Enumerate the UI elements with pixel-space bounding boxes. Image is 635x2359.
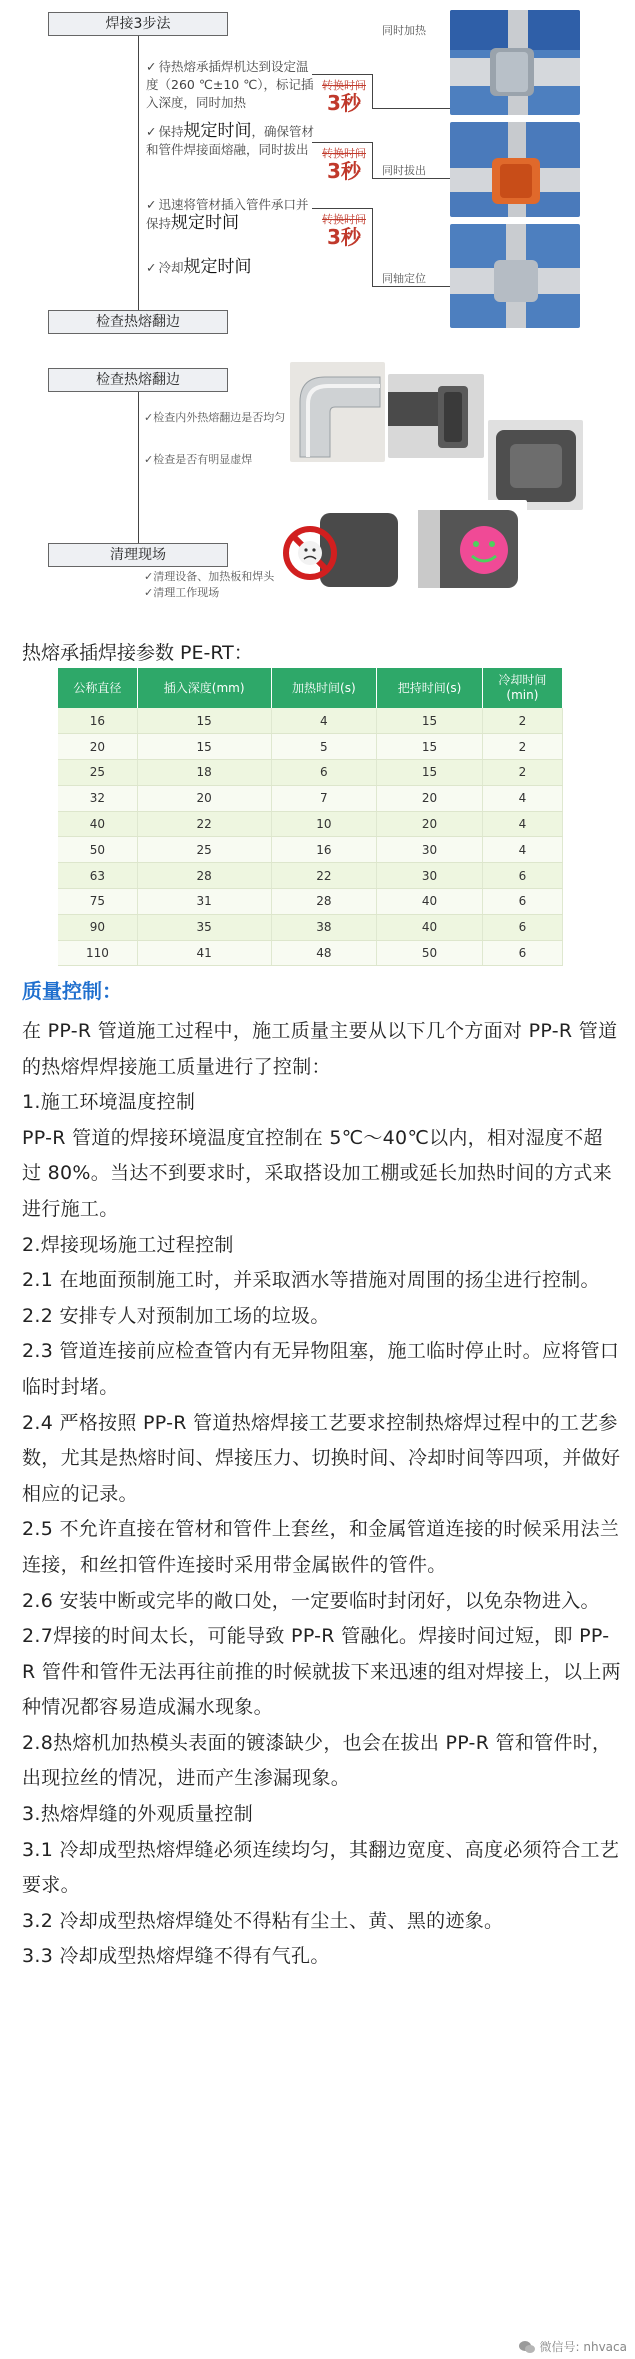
photo-aligning: [450, 224, 580, 328]
table-row: [58, 811, 563, 837]
table-row: [58, 785, 563, 811]
transfer-time-3: 转换时间 3秒: [322, 213, 366, 249]
photo-label-align: 同轴定位: [382, 272, 426, 285]
connector-1b: [372, 108, 450, 109]
table-cell: 90: [58, 914, 137, 940]
connector-1: [312, 74, 372, 75]
table-cell: 7: [271, 785, 377, 811]
col-heat-time: 加热时间(s): [271, 668, 377, 708]
step-insert: ✓ 迅速将管材插入管件承口并保持规定时间: [146, 197, 309, 233]
table-row: [58, 708, 563, 734]
transfer-time-2: 转换时间 3秒: [322, 147, 366, 183]
paragraph: 3.3 冷却成型热熔焊缝不得有气孔。: [22, 1945, 330, 1968]
table-cell: 35: [137, 914, 271, 940]
section-title: 质量控制：: [22, 979, 122, 1003]
pipe-pulling-image: [450, 122, 580, 217]
step-cool: ✓ 冷却规定时间: [146, 257, 252, 277]
paragraph: 2.焊接现场施工过程控制: [22, 1233, 234, 1256]
table-row: [58, 863, 563, 889]
table-row: [58, 760, 563, 786]
photo-good-joint: [412, 500, 527, 595]
connector-3: [312, 208, 372, 209]
paragraph: 2.4 严格按照 PP-R 管道热熔焊接工艺要求控制热熔焊过程中的工艺参数，尤其是热熔时间、焊接压力、切换时间、冷却时间等四项，并做好相应的记录。: [22, 1411, 621, 1505]
param-rows: [58, 708, 563, 966]
step-hold-pull: ✓ 保持规定时间，确保管材和管件焊接面熔融，同时拔出: [146, 121, 315, 157]
pipe-heating-image: [450, 10, 580, 115]
clean-note-2: ✓清理工作现场: [144, 586, 220, 599]
paragraph: 2.8热熔机加热模头表面的镀漆缺少，也会在拔出 PP-R 管和管件时，出现拉丝的情况，进而产生渗漏现象。: [22, 1731, 612, 1790]
connector-1v: [372, 74, 373, 108]
table-cell: 6: [482, 863, 562, 889]
params-title: 热熔承插焊接参数 PE-RT：: [22, 642, 253, 664]
bad-joint-image: [280, 505, 400, 595]
table-cell: 48: [271, 940, 377, 966]
table-cell: 5: [271, 734, 377, 760]
table-cell: 4: [482, 811, 562, 837]
table-cell: 16: [58, 708, 137, 734]
welding-flowchart: [0, 0, 635, 606]
flange-section-image: [488, 420, 583, 510]
elbow-image: [290, 362, 385, 462]
wechat-icon: [518, 2340, 536, 2354]
table-cell: 50: [377, 940, 483, 966]
table-cell: 6: [482, 940, 562, 966]
table-cell: 15: [137, 708, 271, 734]
table-cell: 2: [482, 734, 562, 760]
col-hold-time: 把持时间(s): [377, 668, 483, 708]
photo-label-heat: 同时加热: [382, 24, 426, 37]
table-cell: 32: [58, 785, 137, 811]
table-row: [58, 889, 563, 915]
paragraph: 3.2 冷却成型热熔焊缝处不得粘有尘土、黄、黑的迹象。: [22, 1909, 504, 1932]
paragraph: 2.5 不允许直接在管材和管件上套丝，和金属管道连接的时候采用法兰连接，和丝扣管件连接时采用带金属嵌件的管件。: [22, 1518, 620, 1576]
table-cell: 6: [482, 914, 562, 940]
paragraph: 3.热熔焊缝的外观质量控制: [22, 1803, 254, 1826]
param-table: [58, 668, 563, 966]
table-row: [58, 837, 563, 863]
paragraph: 2.7焊接的时间太长，可能导致 PP-R 管融化。焊接时间过短，即 PP-R 管件和管件无法再往前推的时候就拔下来迅速的组对焊接上，以上两种情况都容易造成漏水现象。: [22, 1625, 621, 1719]
table-cell: 4: [271, 708, 377, 734]
table-cell: 2: [482, 708, 562, 734]
col-cool-time: 冷却时间 (min): [482, 668, 562, 708]
pipe-align-image: [450, 224, 580, 328]
watermark-text: 微信号: nhvaca: [539, 2340, 627, 2354]
table-cell: 40: [377, 914, 483, 940]
connector-3v: [372, 208, 373, 286]
table-cell: 38: [271, 914, 377, 940]
table-row: [58, 940, 563, 966]
step-heat: ✓ 待热熔承插焊机达到设定温度（260 ℃±10 ℃），标记插入深度，同时加热: [146, 59, 314, 110]
photo-flange-section: [488, 420, 583, 510]
table-cell: 63: [58, 863, 137, 889]
paragraph: 1.施工环境温度控制: [22, 1091, 196, 1114]
connector-2: [312, 142, 372, 143]
table-cell: 6: [271, 760, 377, 786]
paragraph: PP-R 管道的焊接环境温度宜控制在 5℃～40℃以内，相对湿度不超过 80%。当达不到要求时，采取搭设加工棚或延长加热时间的方式来进行施工。: [22, 1126, 612, 1220]
check-note-2: ✓检查是否有明显虚焊: [144, 453, 253, 466]
table-cell: 15: [137, 734, 271, 760]
photo-label-pull: 同时拔出: [382, 164, 426, 177]
paragraph: 3.1 冷却成型热熔焊缝必须连续均匀，其翻边宽度、高度必须符合工艺要求。: [22, 1838, 620, 1897]
table-cell: 22: [137, 811, 271, 837]
flow-main-line: [138, 36, 139, 322]
photo-flange-pipe: [388, 374, 484, 458]
table-cell: 31: [137, 889, 271, 915]
check-note-1: ✓检查内外热熔翻边是否均匀: [144, 411, 286, 424]
table-cell: 18: [137, 760, 271, 786]
wechat-watermark: [518, 2338, 627, 2355]
table-cell: 40: [377, 889, 483, 915]
col-diameter: 公称直径: [58, 668, 137, 708]
photo-pulling: [450, 122, 580, 217]
table-cell: 28: [137, 863, 271, 889]
paragraph: 2.6 安装中断或完毕的敞口处，一定要临时封闭好，以免杂物进入。: [22, 1589, 600, 1612]
table-cell: 20: [377, 811, 483, 837]
table-cell: 20: [377, 785, 483, 811]
table-cell: 50: [58, 837, 137, 863]
table-cell: 30: [377, 863, 483, 889]
connector-2b: [372, 178, 450, 179]
article-body: [22, 1014, 622, 1975]
table-cell: 22: [271, 863, 377, 889]
transfer-time-1: 转换时间 3秒: [322, 79, 366, 115]
photo-flange-elbow: [290, 362, 385, 462]
photo-heating: [450, 10, 580, 115]
table-cell: 15: [377, 708, 483, 734]
table-cell: 4: [482, 785, 562, 811]
photo-bad-joint: [280, 505, 400, 595]
table-cell: 4: [482, 837, 562, 863]
paragraph: 2.3 管道连接前应检查管内有无异物阻塞，施工临时停止时。应将管口临时封堵。: [22, 1340, 620, 1398]
table-cell: 2: [482, 760, 562, 786]
table-cell: 40: [58, 811, 137, 837]
table-cell: 28: [271, 889, 377, 915]
table-cell: 16: [271, 837, 377, 863]
table-cell: 15: [377, 734, 483, 760]
table-row: [58, 914, 563, 940]
table-cell: 110: [58, 940, 137, 966]
table-cell: 20: [58, 734, 137, 760]
flange-pipe-image: [388, 374, 484, 458]
table-cell: 75: [58, 889, 137, 915]
table-cell: 15: [377, 760, 483, 786]
good-joint-image: [412, 500, 527, 595]
table-header-row: [58, 668, 563, 708]
clean-site-box: 清理现场: [48, 543, 228, 567]
clean-note-1: ✓清理设备、加热板和焊头: [144, 570, 275, 583]
flow-title-box: 焊接3步法: [48, 12, 228, 36]
flow-second-line: [138, 392, 139, 560]
table-cell: 6: [482, 889, 562, 915]
check-flange-box: 检查热熔翻边: [48, 368, 228, 392]
table-row: [58, 734, 563, 760]
col-insert-depth: 插入深度(mm): [137, 668, 271, 708]
paragraph: 2.2 安排专人对预制加工场的垃圾。: [22, 1304, 330, 1327]
table-cell: 30: [377, 837, 483, 863]
table-cell: 25: [58, 760, 137, 786]
table-cell: 25: [137, 837, 271, 863]
connector-2v: [372, 142, 373, 178]
table-cell: 10: [271, 811, 377, 837]
table-cell: 41: [137, 940, 271, 966]
connector-3b: [372, 286, 450, 287]
paragraph: 2.1 在地面预制施工时，并采取洒水等措施对周围的扬尘进行控制。: [22, 1269, 600, 1292]
paragraph: 在 PP-R 管道施工过程中，施工质量主要从以下几个方面对 PP-R 管道的热熔焊焊接施工质量进行了控制：: [22, 1020, 618, 1078]
table-cell: 20: [137, 785, 271, 811]
flow-check-box: 检查热熔翻边: [48, 310, 228, 334]
